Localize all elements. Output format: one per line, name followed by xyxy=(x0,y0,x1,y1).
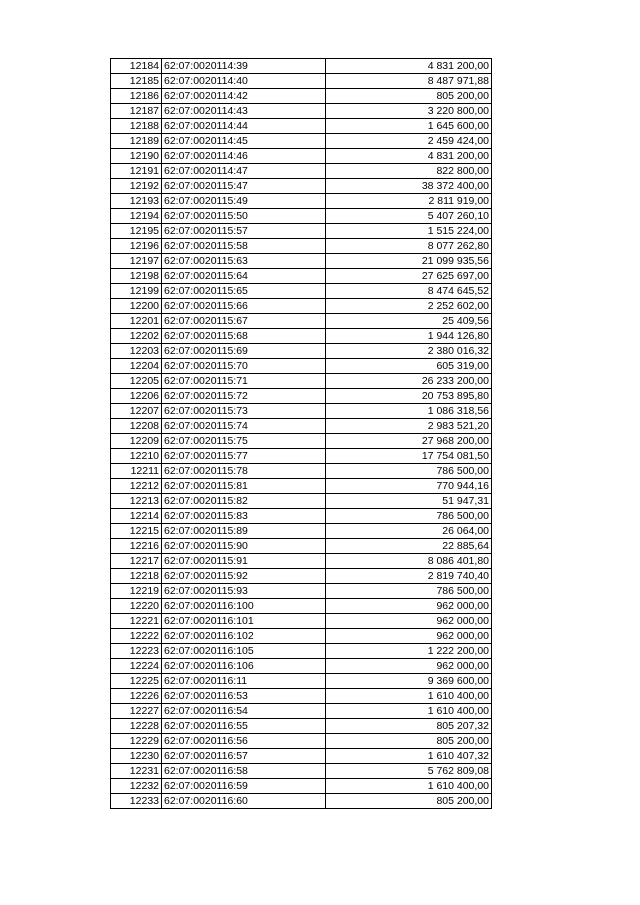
table-row xyxy=(111,689,492,704)
row-number-cell: 12196 xyxy=(111,239,162,254)
cadastral-number-cell: 62:07:0020115:89 xyxy=(162,524,326,539)
table-row xyxy=(111,344,492,359)
row-number-cell: 12205 xyxy=(111,374,162,389)
row-number-cell: 12217 xyxy=(111,554,162,569)
table-row xyxy=(111,374,492,389)
table-row xyxy=(111,104,492,119)
cadastral-value-cell: 27 625 697,00 xyxy=(326,269,492,284)
cadastral-value-cell: 27 968 200,00 xyxy=(326,434,492,449)
cadastral-number-cell: 62:07:0020115:72 xyxy=(162,389,326,404)
table-row xyxy=(111,509,492,524)
row-number-cell: 12218 xyxy=(111,569,162,584)
cadastral-value-cell: 1 610 400,00 xyxy=(326,779,492,794)
row-number-cell: 12186 xyxy=(111,89,162,104)
row-number-cell: 12207 xyxy=(111,404,162,419)
table-row xyxy=(111,434,492,449)
row-number-cell: 12214 xyxy=(111,509,162,524)
cadastral-number-cell: 62:07:0020116:101 xyxy=(162,614,326,629)
row-number-cell: 12219 xyxy=(111,584,162,599)
table-row xyxy=(111,284,492,299)
table-row xyxy=(111,629,492,644)
cadastral-value-cell: 8 474 645,52 xyxy=(326,284,492,299)
cadastral-number-cell: 62:07:0020115:65 xyxy=(162,284,326,299)
row-number-cell: 12202 xyxy=(111,329,162,344)
cadastral-value-cell: 962 000,00 xyxy=(326,599,492,614)
row-number-cell: 12193 xyxy=(111,194,162,209)
table-row xyxy=(111,239,492,254)
row-number-cell: 12223 xyxy=(111,644,162,659)
cadastral-number-cell: 62:07:0020116:57 xyxy=(162,749,326,764)
cadastral-value-cell: 786 500,00 xyxy=(326,509,492,524)
table-row xyxy=(111,584,492,599)
cadastral-number-cell: 62:07:0020115:70 xyxy=(162,359,326,374)
row-number-cell: 12201 xyxy=(111,314,162,329)
table-row xyxy=(111,224,492,239)
cadastral-number-cell: 62:07:0020115:90 xyxy=(162,539,326,554)
table-row xyxy=(111,164,492,179)
row-number-cell: 12228 xyxy=(111,719,162,734)
table-row xyxy=(111,359,492,374)
table-row xyxy=(111,524,492,539)
cadastral-value-cell: 4 831 200,00 xyxy=(326,149,492,164)
cadastral-number-cell: 62:07:0020116:54 xyxy=(162,704,326,719)
cadastral-number-cell: 62:07:0020115:66 xyxy=(162,299,326,314)
cadastral-value-cell: 26 064,00 xyxy=(326,524,492,539)
row-number-cell: 12224 xyxy=(111,659,162,674)
cadastral-number-cell: 62:07:0020116:60 xyxy=(162,794,326,809)
row-number-cell: 12197 xyxy=(111,254,162,269)
row-number-cell: 12220 xyxy=(111,599,162,614)
cadastral-value-cell: 2 459 424,00 xyxy=(326,134,492,149)
cadastral-number-cell: 62:07:0020116:59 xyxy=(162,779,326,794)
cadastral-number-cell: 62:07:0020115:64 xyxy=(162,269,326,284)
table-row xyxy=(111,149,492,164)
cadastral-number-cell: 62:07:0020115:67 xyxy=(162,314,326,329)
row-number-cell: 12188 xyxy=(111,119,162,134)
row-number-cell: 12229 xyxy=(111,734,162,749)
cadastral-value-cell: 25 409,56 xyxy=(326,314,492,329)
table-row xyxy=(111,539,492,554)
table-row xyxy=(111,644,492,659)
cadastral-value-cell: 4 831 200,00 xyxy=(326,59,492,74)
table-row xyxy=(111,569,492,584)
cadastral-number-cell: 62:07:0020116:56 xyxy=(162,734,326,749)
cadastral-value-cell: 2 252 602,00 xyxy=(326,299,492,314)
cadastral-number-cell: 62:07:0020114:42 xyxy=(162,89,326,104)
table-row xyxy=(111,314,492,329)
cadastral-number-cell: 62:07:0020115:68 xyxy=(162,329,326,344)
cadastral-value-cell: 1 610 400,00 xyxy=(326,689,492,704)
cadastral-value-cell: 1 086 318,56 xyxy=(326,404,492,419)
table-row xyxy=(111,419,492,434)
row-number-cell: 12185 xyxy=(111,74,162,89)
cadastral-number-cell: 62:07:0020114:44 xyxy=(162,119,326,134)
table-row xyxy=(111,659,492,674)
cadastral-number-cell: 62:07:0020116:102 xyxy=(162,629,326,644)
row-number-cell: 12198 xyxy=(111,269,162,284)
cadastral-number-cell: 62:07:0020116:106 xyxy=(162,659,326,674)
cadastral-value-cell: 822 800,00 xyxy=(326,164,492,179)
table-row xyxy=(111,764,492,779)
cadastral-value-cell: 1 610 400,00 xyxy=(326,704,492,719)
cadastral-value-cell: 786 500,00 xyxy=(326,464,492,479)
table-row xyxy=(111,299,492,314)
table-row xyxy=(111,89,492,104)
cadastral-number-cell: 62:07:0020115:92 xyxy=(162,569,326,584)
cadastral-number-cell: 62:07:0020116:58 xyxy=(162,764,326,779)
row-number-cell: 12190 xyxy=(111,149,162,164)
row-number-cell: 12194 xyxy=(111,209,162,224)
cadastral-number-cell: 62:07:0020115:73 xyxy=(162,404,326,419)
row-number-cell: 12232 xyxy=(111,779,162,794)
row-number-cell: 12221 xyxy=(111,614,162,629)
table-row xyxy=(111,269,492,284)
cadastral-number-cell: 62:07:0020116:105 xyxy=(162,644,326,659)
cadastral-number-cell: 62:07:0020115:83 xyxy=(162,509,326,524)
cadastral-value-cell: 805 200,00 xyxy=(326,794,492,809)
cadastral-value-cell: 8 086 401,80 xyxy=(326,554,492,569)
cadastral-number-cell: 62:07:0020115:74 xyxy=(162,419,326,434)
table-row xyxy=(111,134,492,149)
cadastral-value-cell: 17 754 081,50 xyxy=(326,449,492,464)
cadastral-number-cell: 62:07:0020115:77 xyxy=(162,449,326,464)
cadastral-value-cell: 770 944,16 xyxy=(326,479,492,494)
cadastral-value-cell: 5 407 260,10 xyxy=(326,209,492,224)
cadastral-value-cell: 2 983 521,20 xyxy=(326,419,492,434)
table-row xyxy=(111,464,492,479)
cadastral-value-cell: 8 487 971,88 xyxy=(326,74,492,89)
cadastral-value-table xyxy=(110,58,492,809)
cadastral-number-cell: 62:07:0020114:39 xyxy=(162,59,326,74)
table-row xyxy=(111,194,492,209)
cadastral-value-cell: 605 319,00 xyxy=(326,359,492,374)
table-row xyxy=(111,674,492,689)
cadastral-value-cell: 38 372 400,00 xyxy=(326,179,492,194)
cadastral-number-cell: 62:07:0020114:43 xyxy=(162,104,326,119)
table-row xyxy=(111,329,492,344)
cadastral-number-cell: 62:07:0020115:91 xyxy=(162,554,326,569)
cadastral-value-cell: 8 077 262,80 xyxy=(326,239,492,254)
cadastral-value-cell: 1 222 200,00 xyxy=(326,644,492,659)
row-number-cell: 12200 xyxy=(111,299,162,314)
cadastral-number-cell: 62:07:0020114:47 xyxy=(162,164,326,179)
cadastral-value-cell: 20 753 895,80 xyxy=(326,389,492,404)
row-number-cell: 12222 xyxy=(111,629,162,644)
row-number-cell: 12191 xyxy=(111,164,162,179)
table-row xyxy=(111,389,492,404)
cadastral-number-cell: 62:07:0020115:82 xyxy=(162,494,326,509)
cadastral-value-cell: 962 000,00 xyxy=(326,629,492,644)
table-row xyxy=(111,614,492,629)
row-number-cell: 12208 xyxy=(111,419,162,434)
cadastral-number-cell: 62:07:0020114:45 xyxy=(162,134,326,149)
cadastral-value-cell: 805 207,32 xyxy=(326,719,492,734)
table-row xyxy=(111,179,492,194)
table-row xyxy=(111,719,492,734)
cadastral-number-cell: 62:07:0020115:93 xyxy=(162,584,326,599)
table-row xyxy=(111,734,492,749)
row-number-cell: 12226 xyxy=(111,689,162,704)
row-number-cell: 12211 xyxy=(111,464,162,479)
table-row xyxy=(111,254,492,269)
cadastral-value-cell: 22 885,64 xyxy=(326,539,492,554)
row-number-cell: 12233 xyxy=(111,794,162,809)
row-number-cell: 12192 xyxy=(111,179,162,194)
cadastral-value-cell: 2 380 016,32 xyxy=(326,344,492,359)
cadastral-value-cell: 51 947,31 xyxy=(326,494,492,509)
table-row xyxy=(111,119,492,134)
row-number-cell: 12216 xyxy=(111,539,162,554)
row-number-cell: 12225 xyxy=(111,674,162,689)
table-row xyxy=(111,794,492,809)
cadastral-value-cell: 1 645 600,00 xyxy=(326,119,492,134)
row-number-cell: 12213 xyxy=(111,494,162,509)
cadastral-number-cell: 62:07:0020116:55 xyxy=(162,719,326,734)
row-number-cell: 12212 xyxy=(111,479,162,494)
cadastral-number-cell: 62:07:0020115:49 xyxy=(162,194,326,209)
cadastral-value-cell: 805 200,00 xyxy=(326,734,492,749)
cadastral-value-cell: 21 099 935,56 xyxy=(326,254,492,269)
cadastral-value-cell: 1 515 224,00 xyxy=(326,224,492,239)
table-row xyxy=(111,59,492,74)
cadastral-value-cell: 3 220 800,00 xyxy=(326,104,492,119)
cadastral-number-cell: 62:07:0020114:46 xyxy=(162,149,326,164)
table-row xyxy=(111,599,492,614)
table-row xyxy=(111,704,492,719)
row-number-cell: 12189 xyxy=(111,134,162,149)
cadastral-value-cell: 786 500,00 xyxy=(326,584,492,599)
table-body xyxy=(111,59,492,809)
cadastral-number-cell: 62:07:0020115:50 xyxy=(162,209,326,224)
table-row xyxy=(111,449,492,464)
cadastral-value-cell: 805 200,00 xyxy=(326,89,492,104)
row-number-cell: 12203 xyxy=(111,344,162,359)
cadastral-number-cell: 62:07:0020115:78 xyxy=(162,464,326,479)
table-row xyxy=(111,494,492,509)
cadastral-number-cell: 62:07:0020116:100 xyxy=(162,599,326,614)
cadastral-value-cell: 5 762 809,08 xyxy=(326,764,492,779)
cadastral-value-cell: 1 610 407,32 xyxy=(326,749,492,764)
row-number-cell: 12195 xyxy=(111,224,162,239)
row-number-cell: 12209 xyxy=(111,434,162,449)
cadastral-number-cell: 62:07:0020115:81 xyxy=(162,479,326,494)
table-row xyxy=(111,779,492,794)
cadastral-number-cell: 62:07:0020115:69 xyxy=(162,344,326,359)
row-number-cell: 12187 xyxy=(111,104,162,119)
row-number-cell: 12210 xyxy=(111,449,162,464)
cadastral-number-cell: 62:07:0020116:53 xyxy=(162,689,326,704)
row-number-cell: 12184 xyxy=(111,59,162,74)
cadastral-number-cell: 62:07:0020115:71 xyxy=(162,374,326,389)
row-number-cell: 12230 xyxy=(111,749,162,764)
row-number-cell: 12204 xyxy=(111,359,162,374)
table-row xyxy=(111,74,492,89)
row-number-cell: 12231 xyxy=(111,764,162,779)
table-row xyxy=(111,404,492,419)
row-number-cell: 12227 xyxy=(111,704,162,719)
cadastral-number-cell: 62:07:0020116:11 xyxy=(162,674,326,689)
table-row xyxy=(111,479,492,494)
row-number-cell: 12206 xyxy=(111,389,162,404)
row-number-cell: 12215 xyxy=(111,524,162,539)
cadastral-value-cell: 9 369 600,00 xyxy=(326,674,492,689)
row-number-cell: 12199 xyxy=(111,284,162,299)
cadastral-value-cell: 2 811 919,00 xyxy=(326,194,492,209)
cadastral-value-cell: 2 819 740,40 xyxy=(326,569,492,584)
cadastral-value-cell: 962 000,00 xyxy=(326,659,492,674)
cadastral-value-cell: 26 233 200,00 xyxy=(326,374,492,389)
cadastral-number-cell: 62:07:0020115:75 xyxy=(162,434,326,449)
cadastral-number-cell: 62:07:0020115:57 xyxy=(162,224,326,239)
table-row xyxy=(111,209,492,224)
table-row xyxy=(111,554,492,569)
cadastral-value-cell: 1 944 126,80 xyxy=(326,329,492,344)
table-row xyxy=(111,749,492,764)
cadastral-number-cell: 62:07:0020114:40 xyxy=(162,74,326,89)
cadastral-number-cell: 62:07:0020115:47 xyxy=(162,179,326,194)
cadastral-number-cell: 62:07:0020115:63 xyxy=(162,254,326,269)
cadastral-value-cell: 962 000,00 xyxy=(326,614,492,629)
cadastral-number-cell: 62:07:0020115:58 xyxy=(162,239,326,254)
